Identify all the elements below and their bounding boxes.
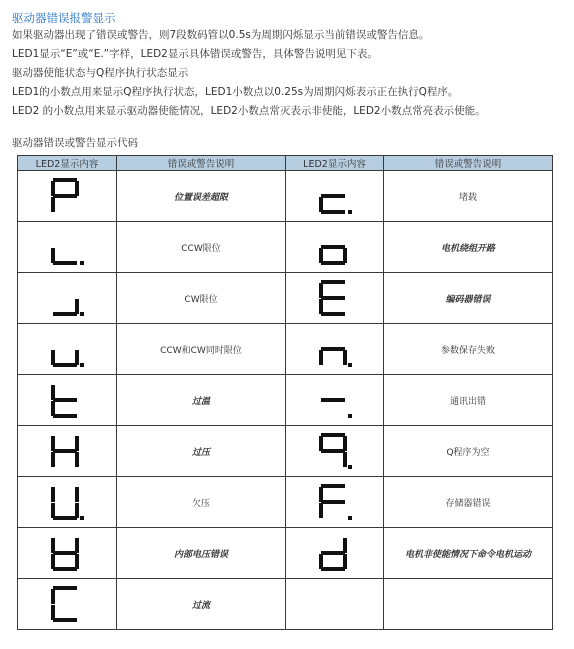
led-code-cell — [286, 222, 384, 273]
error-description: 通讯出错 — [384, 375, 553, 426]
paragraph-2: LED1显示“E”或“E.”字样，LED2显示具体错误或警告，具体警告说明见下表。 — [12, 48, 378, 60]
seven-segment-j-dot-icon — [47, 277, 87, 319]
seven-segment-d-icon — [315, 532, 355, 574]
led-code-cell — [286, 171, 384, 222]
seven-segment-dash-dot-icon — [315, 379, 355, 421]
seven-segment-e-icon — [315, 277, 355, 319]
led-code-cell — [286, 528, 384, 579]
led-code-cell — [18, 324, 117, 375]
led-code-cell — [286, 324, 384, 375]
table-row — [18, 375, 553, 426]
error-description: 电机绕组开路 — [384, 222, 553, 273]
seven-segment-l-dot-icon — [47, 226, 87, 268]
page-title: 驱动器错误报警显示 — [12, 11, 116, 25]
led-code-cell — [18, 171, 117, 222]
table-row — [18, 171, 553, 222]
error-description: 电机非使能情况下命令电机运动 — [384, 528, 553, 579]
led-code-cell — [18, 222, 117, 273]
error-description: 过流 — [117, 579, 286, 630]
led-code-cell — [18, 477, 117, 528]
seven-segment-c-dot-icon — [315, 175, 355, 217]
error-code-table — [17, 155, 553, 630]
error-description: 内部电压错误 — [117, 528, 286, 579]
error-description-empty — [384, 579, 553, 630]
table-row — [18, 579, 553, 630]
led-code-cell-empty — [286, 579, 384, 630]
table-title: 驱动器错误或警告显示代码 — [12, 137, 138, 149]
error-description: 位置误差超限 — [117, 171, 286, 222]
paragraph-3: LED1的小数点用来显示Q程序执行状态，LED1小数点以0.25s为周期闪烁表示正在执行Q程序。 — [12, 86, 459, 98]
error-description: 过温 — [117, 375, 286, 426]
seven-segment-p-icon — [47, 175, 87, 217]
error-description: 参数保存失败 — [384, 324, 553, 375]
led-code-cell — [18, 375, 117, 426]
seven-segment-q-dot-icon — [315, 430, 355, 472]
table-row — [18, 426, 553, 477]
error-description: Q程序为空 — [384, 426, 553, 477]
led-code-cell — [286, 477, 384, 528]
header-led2-display: LED2显示内容 — [18, 156, 117, 171]
table-row — [18, 273, 553, 324]
table-row — [18, 477, 553, 528]
paragraph-4: LED2 的小数点用来显示驱动器使能情况，LED2小数点常灭表示非使能，LED2小数点常亮表示使能。 — [12, 105, 486, 117]
table-header-row — [18, 156, 553, 171]
seven-segment-f-dot-icon — [315, 481, 355, 523]
table-row — [18, 222, 553, 273]
led-code-cell — [18, 426, 117, 477]
seven-segment-u-dot-full-icon — [47, 481, 87, 523]
section-title-enable-status: 驱动器使能状态与Q程序执行状态显示 — [12, 67, 189, 79]
seven-segment-h-icon — [47, 430, 87, 472]
error-description: CW限位 — [117, 273, 286, 324]
error-description: CCW和CW同时限位 — [117, 324, 286, 375]
header-description: 错误或警告说明 — [384, 156, 553, 171]
error-description: 编码器错误 — [384, 273, 553, 324]
header-description: 错误或警告说明 — [117, 156, 286, 171]
error-description: CCW限位 — [117, 222, 286, 273]
seven-segment-u-dot-icon — [47, 328, 87, 370]
led-code-cell — [18, 579, 117, 630]
seven-segment-n-dot-icon — [315, 328, 355, 370]
seven-segment-o-icon — [315, 226, 355, 268]
paragraph-1: 如果驱动器出现了错误或警告，则7段数码管以0.5s为周期闪烁显示当前错误或警告信息。 — [12, 29, 430, 41]
seven-segment-u-bar-icon — [47, 532, 87, 574]
led-code-cell — [286, 273, 384, 324]
error-description: 存储器错误 — [384, 477, 553, 528]
table-row — [18, 324, 553, 375]
led-code-cell — [286, 426, 384, 477]
error-description: 欠压 — [117, 477, 286, 528]
header-led2-display: LED2显示内容 — [286, 156, 384, 171]
table-row — [18, 528, 553, 579]
led-code-cell — [18, 528, 117, 579]
seven-segment-t-icon — [47, 379, 87, 421]
error-description: 过压 — [117, 426, 286, 477]
led-code-cell — [18, 273, 117, 324]
error-description: 堵载 — [384, 171, 553, 222]
led-code-cell — [286, 375, 384, 426]
seven-segment-c-icon — [47, 583, 87, 625]
